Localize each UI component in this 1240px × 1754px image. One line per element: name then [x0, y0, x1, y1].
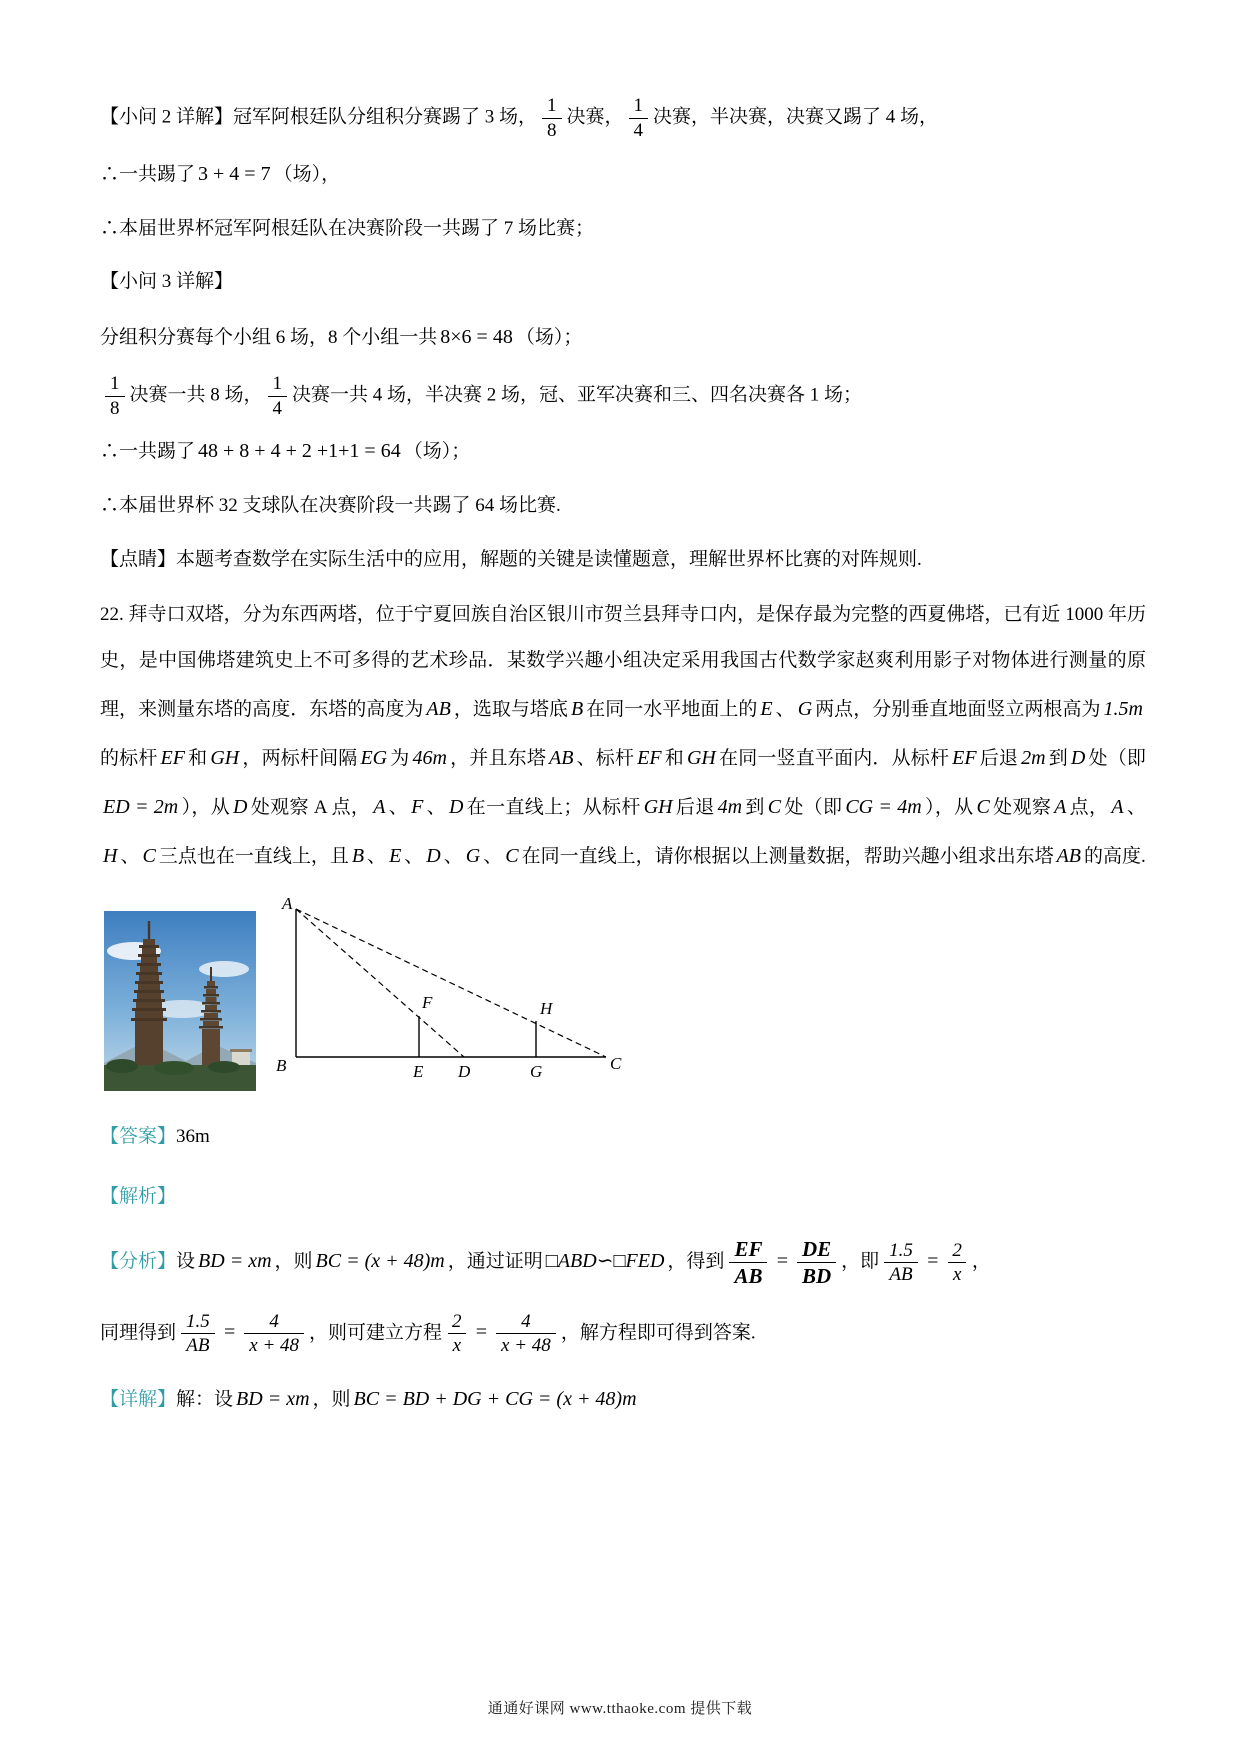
fraction: $\frac{1}{8}$: [542, 94, 562, 143]
key-point-note: [100, 538, 1146, 582]
text-run: ，并且东塔: [449, 747, 546, 769]
solution2-line1: [100, 92, 1146, 145]
text-run: 决赛，半决赛，决赛又踢了 4 场，: [653, 106, 939, 128]
math-expression: EG: [360, 746, 388, 769]
text-run: ），从: [181, 796, 231, 818]
page-footer: [0, 1697, 1240, 1718]
text-run: 、: [775, 698, 795, 720]
figure: [104, 895, 1146, 1091]
text-run: 两点，分别垂直地面竖立两根高为: [815, 698, 1101, 720]
text-run: 22. 拜寺口双塔，分为东西两塔，位于宁夏回族自治区银川市贺兰县拜寺口内，是保存最为完整的西夏佛塔，已有近 1000 年历史，是中国佛塔建筑史上不可多得的艺术珍品．某数学兴趣小组决定采用我国古代数学家赵爽利用影子对物体进行测量的原理，来测量东塔的高度．东塔的高度为: [100, 603, 1146, 720]
text-run: 在同一水平地面上的: [586, 698, 758, 720]
diagram-label-E: E: [413, 1061, 424, 1081]
text-run: 分组积分赛每个小组 6 场，8 个小组一共: [100, 326, 438, 348]
analysis-line1: [100, 1234, 1146, 1292]
math-expression: =: [222, 1321, 237, 1344]
text-run: （场）；: [515, 326, 583, 348]
text-run: （场）；: [403, 441, 471, 463]
math-expression: AB: [1056, 844, 1082, 867]
text-run: 后退: [675, 796, 715, 818]
fraction: $\frac{2}{x}$: [447, 1310, 467, 1359]
pagoda-photo: [104, 911, 256, 1091]
text-run: 、: [388, 796, 409, 818]
text-run: 决赛一共 8 场，: [129, 384, 263, 406]
text-run: ，通过证明: [447, 1251, 543, 1273]
analysis-line2: [100, 1308, 1146, 1361]
math-expression: H: [103, 844, 118, 867]
text-run: 在同一直线上，请你根据以上测量数据，帮助兴趣小组求出东塔: [521, 845, 1054, 867]
photo-tree: [208, 1061, 240, 1073]
math-expression: 48 + 8 + 4 + 2 +1+1 = 64: [198, 440, 401, 463]
section-label: 【详解】: [100, 1389, 177, 1411]
diagram-label-F: F: [422, 992, 433, 1012]
math-expression: 46m: [412, 746, 447, 769]
text-run: （场），: [273, 163, 341, 185]
text-run: 的标杆: [100, 747, 158, 769]
text-run: 、: [483, 845, 503, 867]
text-run: 点，: [1069, 796, 1109, 818]
diagram-sightline-AC: [296, 909, 606, 1057]
math-expression: C: [505, 844, 519, 867]
photo-building-roof: [230, 1049, 252, 1052]
text-run: 到: [745, 796, 765, 818]
footer-text: 通通好课网 www.tthaoke.com 提供下载: [487, 1701, 753, 1717]
text-run: 解：设: [176, 1389, 234, 1411]
math-expression: A: [1111, 795, 1124, 818]
text-run: ∴本届世界杯冠军阿根廷队在决赛阶段一共踢了 7 场比赛；: [100, 217, 595, 239]
text-run: ），从: [924, 796, 974, 818]
text-run: 36m: [176, 1125, 210, 1147]
text-run: 、: [367, 845, 387, 867]
text-run: 、: [443, 845, 463, 867]
solution3-line1: [100, 314, 1146, 360]
text-run: ，则: [274, 1251, 313, 1273]
fraction: $\frac{1}{4}$: [629, 94, 649, 143]
text-run: 为: [390, 747, 410, 769]
math-expression: □ABD∽□FED: [545, 1250, 665, 1273]
text-run: ，则: [312, 1389, 351, 1411]
text-run: ，得到: [667, 1251, 725, 1273]
math-expression: AB: [549, 746, 574, 769]
fraction: $\frac{EF}{AB}$: [729, 1236, 767, 1290]
text-run: ∴一共踢了: [100, 163, 196, 185]
fraction: $\frac{1.5}{AB}$: [884, 1239, 918, 1288]
math-expression: GH: [686, 746, 716, 769]
math-expression: D: [1070, 746, 1086, 769]
math-expression: EF: [952, 746, 977, 769]
detail-line1: [100, 1376, 1146, 1422]
math-expression: D: [233, 795, 248, 818]
diagram-label-H: H: [540, 998, 553, 1018]
text-run: 处观察 A 点，: [250, 796, 371, 818]
text-run: 到: [1048, 747, 1068, 769]
text-run: 和: [664, 747, 684, 769]
math-expression: GH: [643, 795, 673, 818]
math-expression: GH: [210, 746, 240, 769]
solution3-heading: [100, 260, 1146, 304]
text-run: ，则可建立方程: [309, 1322, 443, 1344]
document-content: [100, 92, 1146, 1432]
text-run: 在一直线上；从标杆: [466, 796, 641, 818]
fraction: $\frac{DE}{BD}$: [797, 1236, 836, 1290]
text-run: 处（即: [1088, 747, 1146, 769]
math-expression: A: [373, 795, 386, 818]
math-expression: BC = (x + 48)m: [315, 1250, 445, 1273]
diagram-label-C: C: [610, 1053, 622, 1073]
math-expression: B: [570, 697, 584, 720]
math-expression: B: [351, 844, 365, 867]
text-run: 、: [426, 796, 447, 818]
math-expression: C: [976, 795, 990, 818]
text-run: 后退: [979, 747, 1019, 769]
photo-tree: [154, 1061, 194, 1075]
photo-cloud: [199, 961, 249, 977]
section-label: 【分析】: [100, 1251, 177, 1273]
text-run: 【点睛】本题考查数学在实际生活中的应用，解题的关键是读懂题意，理解世界杯比赛的对阵规则.: [100, 549, 922, 571]
math-expression: D: [449, 795, 464, 818]
math-expression: EF: [637, 746, 662, 769]
math-expression: AB: [426, 697, 451, 720]
math-expression: 2m: [1021, 746, 1046, 769]
text-run: 【小问 3 详解】: [100, 271, 234, 293]
fraction: $\frac{2}{x}$: [947, 1239, 967, 1288]
text-run: ，解方程即可得到答案.: [560, 1322, 756, 1344]
question-22-text: [100, 592, 1146, 881]
math-expression: BC = BD + DG + CG = (x + 48)m: [353, 1388, 637, 1411]
diagram-label-D: D: [458, 1061, 471, 1081]
math-expression: C: [142, 844, 156, 867]
fraction: $\frac{1.5}{AB}$: [181, 1310, 215, 1359]
fraction: $\frac{4}{x + 48}$: [244, 1310, 304, 1359]
math-expression: EF: [160, 746, 185, 769]
text-run: 、: [404, 845, 424, 867]
text-run: 决赛一共 4 场，半决赛 2 场，冠、亚军决赛和三、四名决赛各 1 场；: [292, 384, 863, 406]
math-expression: E: [389, 844, 402, 867]
math-expression: 4m: [717, 795, 743, 818]
math-expression: =: [925, 1250, 940, 1273]
math-expression: G: [465, 844, 481, 867]
text-run: 决赛，: [566, 106, 624, 128]
text-run: 处（即: [784, 796, 843, 818]
text-run: 、标杆: [576, 747, 635, 769]
math-expression: 3 + 4 = 7: [198, 162, 271, 185]
text-run: 设: [176, 1251, 196, 1273]
math-expression: CG = 4m: [845, 795, 922, 818]
fraction: $\frac{1}{4}$: [268, 372, 288, 421]
fraction: $\frac{4}{x + 48}$: [496, 1310, 556, 1359]
text-run: ，即: [841, 1251, 880, 1273]
geometry-diagram: [272, 895, 640, 1091]
text-run: 、: [1126, 796, 1146, 818]
text-run: ，两标杆间隔: [242, 747, 358, 769]
math-expression: C: [767, 795, 782, 818]
math-expression: =: [775, 1250, 789, 1273]
math-expression: BD = xm: [236, 1388, 310, 1411]
text-run: 【小问 2 详解】冠军阿根廷队分组积分赛踢了 3 场，: [100, 106, 538, 128]
diagram-label-A: A: [282, 894, 293, 913]
solution3-line4: [100, 484, 1146, 528]
math-expression: F: [411, 795, 424, 818]
math-expression: E: [760, 697, 773, 720]
math-expression: BD = xm: [198, 1250, 272, 1273]
text-run: 同理得到: [100, 1322, 177, 1344]
solution3-line3: [100, 428, 1146, 474]
text-run: 在同一竖直平面内．从标杆: [718, 747, 950, 769]
photo-tree: [106, 1059, 138, 1073]
solution3-line2: [100, 370, 1146, 423]
diagram-label-G: G: [530, 1061, 543, 1081]
text-run: 、: [120, 845, 140, 867]
math-expression: =: [474, 1321, 489, 1344]
text-run: ，选取与塔底: [453, 698, 568, 720]
section-label: 【答案】: [100, 1125, 177, 1147]
solution2-line3: [100, 207, 1146, 251]
math-expression: ED = 2m: [103, 795, 179, 818]
section-label: 【解析】: [100, 1185, 177, 1207]
math-expression: D: [426, 844, 441, 867]
text-run: 三点也在一直线上，且: [158, 845, 349, 867]
text-run: 处观察: [992, 796, 1052, 818]
fraction: $\frac{1}{8}$: [105, 372, 125, 421]
math-expression: A: [1054, 795, 1067, 818]
text-run: 和: [187, 747, 208, 769]
math-expression: 1.5m: [1103, 697, 1143, 720]
text-run: 的高度.: [1084, 845, 1146, 867]
diagram-sightline-AD: [296, 909, 464, 1057]
math-expression: 8×6 = 48: [440, 325, 513, 348]
text-run: ∴本届世界杯 32 支球队在决赛阶段一共踢了 64 场比赛.: [100, 495, 561, 517]
analysis-heading: [100, 1175, 1146, 1219]
text-run: ，: [971, 1251, 991, 1273]
answer-line: [100, 1115, 1146, 1159]
text-run: ∴一共踢了: [100, 441, 196, 463]
math-expression: G: [797, 697, 813, 720]
solution2-line2: [100, 151, 1146, 197]
diagram-label-B: B: [276, 1055, 287, 1075]
